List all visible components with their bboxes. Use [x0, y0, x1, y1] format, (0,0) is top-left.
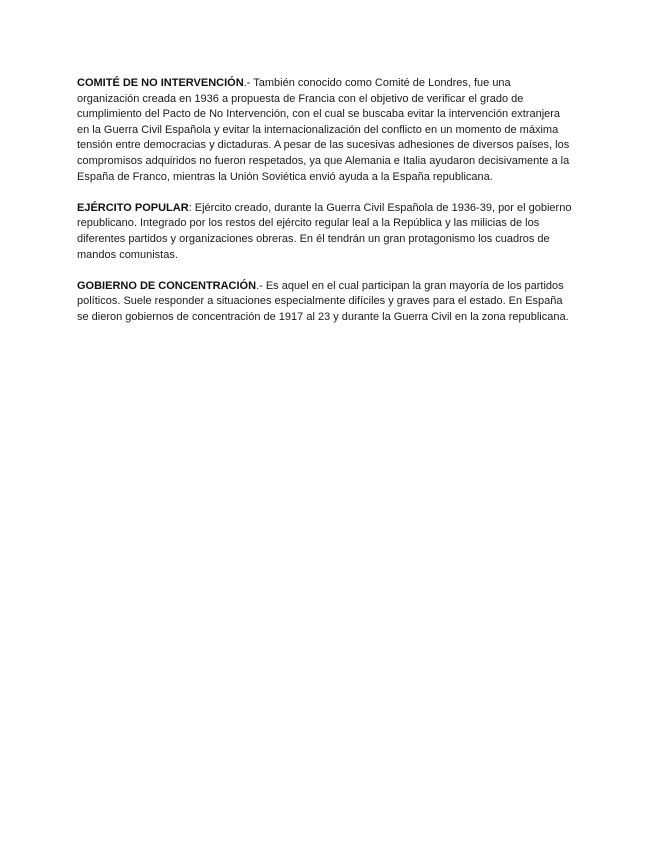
glossary-term: EJÉRCITO POPULAR — [77, 201, 189, 214]
term-separator: : — [188, 201, 195, 214]
glossary-term: GOBIERNO DE CONCENTRACIÓN — [77, 279, 257, 292]
term-separator: .- — [256, 279, 266, 292]
glossary-entry-comite-no-intervencion — [77, 76, 572, 185]
glossary-definition: También conocido como Comité de Londres, fue una organización creada en 1936 a propuesta de Francia con el objetivo de verificar el grado de cumplimiento del Pacto de No Intervención, con el cual se buscaba evitar la intervención extranjera en la Guerra Civil Española y evitar la internacionalización del conflicto en un momento de máxima tensión entre democracias y dictaduras. A pesar de las sucesivas adhesiones de diversos países, los compromisos adquiridos no fueron respetados, ya que Alemania e Italia ayudaron decisivamente a la España de Franco, mientras la Unión Soviética envió ayuda a la España republicana. — [77, 77, 570, 183]
glossary-definition: Es aquel en el cual participan la gran mayoría de los partidos políticos. Suele responder a situaciones especialmente difíciles y graves para el estado. En España se dieron gobiernos de concentración de 1917 al 23 y durante la Guerra Civil en la zona republicana. — [77, 279, 569, 323]
glossary-entry-ejercito-popular — [77, 201, 572, 263]
glossary-entry-gobierno-concentracion — [77, 279, 572, 326]
glossary-definition: Ejército creado, durante la Guerra Civil Española de 1936-39, por el gobierno republicano. Integrado por los restos del ejército regular leal a la República y las milicias de los diferentes partidos y organizaciones obreras. En él tendrán un gran protagonismo los cuadros de mandos comunistas. — [77, 201, 572, 261]
glossary-content — [77, 76, 572, 341]
term-separator: .- — [243, 77, 254, 89]
glossary-term: COMITÉ DE NO INTERVENCIÓN — [77, 77, 244, 89]
